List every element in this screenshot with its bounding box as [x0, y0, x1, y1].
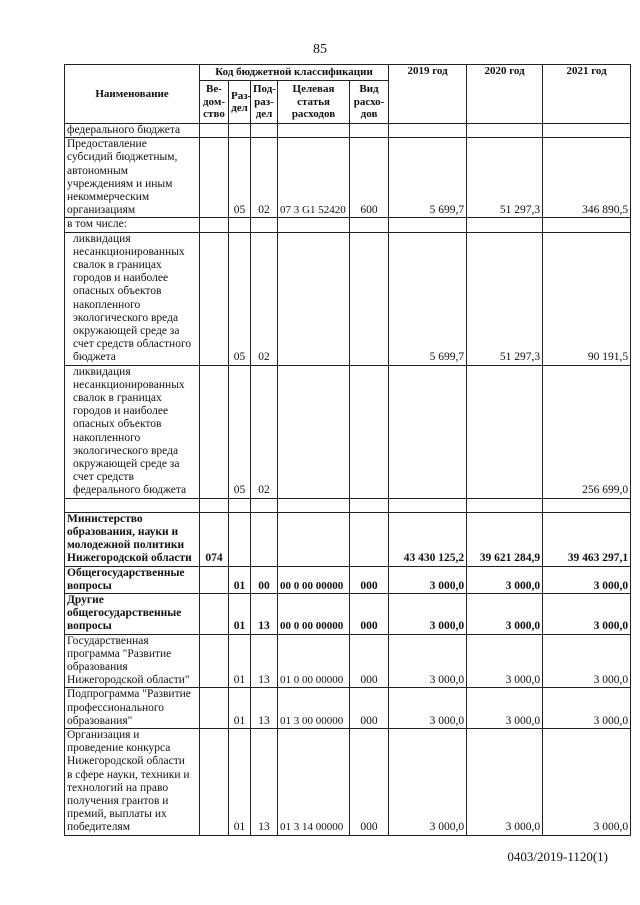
table-cell-2020 — [467, 365, 543, 498]
table-cell-vid-raskhodov: 000 — [350, 688, 389, 729]
document-code: 0403/2019-1120(1) — [507, 849, 608, 864]
table-cell-name: ликвидация несанкционированных свалок в границах городов и наиболее опасных объектов накопленного экологического вреда окружающей среде за счет средств областного бюджета — [65, 232, 200, 365]
table-cell-2019 — [389, 498, 467, 512]
budget-table — [64, 64, 631, 836]
table-cell-vedomstvo — [200, 498, 229, 512]
table-cell-2021 — [543, 498, 631, 512]
table-cell-2019: 5 699,7 — [389, 138, 467, 218]
table-row — [65, 218, 631, 232]
table-row — [65, 728, 631, 835]
header-2019: 2019 год — [389, 65, 467, 124]
table-row — [65, 566, 631, 593]
table-cell-2020 — [467, 124, 543, 138]
table-cell-vedomstvo — [200, 365, 229, 498]
table-cell-podrazdel — [251, 498, 278, 512]
table-cell-2020: 51 297,3 — [467, 232, 543, 365]
table-cell-razdel — [229, 124, 251, 138]
table-cell-2021: 3 000,0 — [543, 728, 631, 835]
table-cell-2020: 3 000,0 — [467, 593, 543, 634]
table-cell-celevaya-statya — [278, 365, 350, 498]
table-cell-name: Другие общегосударственные вопросы — [65, 593, 200, 634]
table-cell-celevaya-statya: 01 0 00 00000 — [278, 634, 350, 688]
table-row — [65, 593, 631, 634]
table-row — [65, 688, 631, 729]
table-cell-2020: 39 621 284,9 — [467, 512, 543, 566]
table-cell-razdel: 05 — [229, 138, 251, 218]
table-cell-razdel: 01 — [229, 566, 251, 593]
table-cell-name: Организация и проведение конкурса Нижегородской области в сфере науки, техники и технологий на право получения грантов и премий, выплаты их победителям — [65, 728, 200, 835]
table-cell-2021: 3 000,0 — [543, 566, 631, 593]
header-classification-code: Код бюджетной классификации — [200, 65, 389, 81]
table-cell-2019: 3 000,0 — [389, 634, 467, 688]
table-cell-podrazdel: 02 — [251, 232, 278, 365]
table-row — [65, 232, 631, 365]
table-cell-podrazdel: 13 — [251, 728, 278, 835]
table-cell-vid-raskhodov — [350, 218, 389, 232]
table-row — [65, 498, 631, 512]
table-cell-vedomstvo — [200, 124, 229, 138]
page-number: 85 — [313, 42, 327, 57]
header-2020: 2020 год — [467, 65, 543, 124]
table-cell-celevaya-statya — [278, 232, 350, 365]
table-cell-2019: 3 000,0 — [389, 688, 467, 729]
table-cell-2020 — [467, 498, 543, 512]
table-cell-vedomstvo — [200, 593, 229, 634]
table-cell-razdel: 01 — [229, 593, 251, 634]
table-cell-2021: 90 191,5 — [543, 232, 631, 365]
table-cell-celevaya-statya — [278, 498, 350, 512]
table-cell-vedomstvo — [200, 566, 229, 593]
table-cell-podrazdel: 13 — [251, 634, 278, 688]
table-cell-vid-raskhodov: 000 — [350, 593, 389, 634]
table-cell-razdel — [229, 498, 251, 512]
table-cell-name: Предоставление субсидий бюджетным, автономным учреждениям и иным некоммерческим организациям — [65, 138, 200, 218]
table-cell-vedomstvo — [200, 138, 229, 218]
table-cell-vid-raskhodov — [350, 512, 389, 566]
table-cell-vid-raskhodov: 600 — [350, 138, 389, 218]
table-cell-celevaya-statya: 01 3 14 00000 — [278, 728, 350, 835]
table-cell-podrazdel: 13 — [251, 688, 278, 729]
table-cell-razdel — [229, 512, 251, 566]
table-cell-razdel: 01 — [229, 634, 251, 688]
table-row — [65, 124, 631, 138]
table-cell-name: ликвидация несанкционированных свалок в границах городов и наиболее опасных объектов накопленного экологического вреда окружающей среде за счет средств федерального бюджета — [65, 365, 200, 498]
table-cell-vedomstvo — [200, 634, 229, 688]
header-razdel: Раз- дел — [229, 81, 251, 124]
table-cell-podrazdel — [251, 124, 278, 138]
table-cell-2019 — [389, 124, 467, 138]
header-vid-raskhodov: Вид расхо- дов — [350, 81, 389, 124]
table-cell-2021: 346 890,5 — [543, 138, 631, 218]
table-cell-2019: 43 430 125,2 — [389, 512, 467, 566]
table-cell-podrazdel — [251, 512, 278, 566]
table-cell-razdel: 01 — [229, 688, 251, 729]
table-cell-celevaya-statya: 00 0 00 00000 — [278, 593, 350, 634]
table-cell-vid-raskhodov — [350, 498, 389, 512]
table-cell-vedomstvo — [200, 728, 229, 835]
table-cell-name: Министерство образования, науки и молодежной политики Нижегородской области — [65, 512, 200, 566]
table-cell-razdel: 01 — [229, 728, 251, 835]
table-cell-vid-raskhodov: 000 — [350, 728, 389, 835]
table-cell-2021 — [543, 124, 631, 138]
table-cell-2019: 5 699,7 — [389, 232, 467, 365]
table-cell-vedomstvo: 074 — [200, 512, 229, 566]
table-cell-razdel: 05 — [229, 365, 251, 498]
table-cell-2020: 3 000,0 — [467, 688, 543, 729]
table-cell-2019: 3 000,0 — [389, 566, 467, 593]
table-cell-2019 — [389, 365, 467, 498]
table-cell-podrazdel: 02 — [251, 138, 278, 218]
table-cell-vedomstvo — [200, 688, 229, 729]
table-row — [65, 512, 631, 566]
table-cell-celevaya-statya: 00 0 00 00000 — [278, 566, 350, 593]
table-cell-razdel — [229, 218, 251, 232]
table-cell-name — [65, 498, 200, 512]
table-cell-vid-raskhodov: 000 — [350, 566, 389, 593]
table-cell-2021: 256 699,0 — [543, 365, 631, 498]
header-podrazdel: Под- раз- дел — [251, 81, 278, 124]
header-celevaya-statya: Целевая статья расходов — [278, 81, 350, 124]
table-cell-2021: 39 463 297,1 — [543, 512, 631, 566]
table-cell-2020: 3 000,0 — [467, 566, 543, 593]
table-cell-name: федерального бюджета — [65, 124, 200, 138]
table-cell-celevaya-statya: 01 3 00 00000 — [278, 688, 350, 729]
header-vedomstvo: Ве- дом- ство — [200, 81, 229, 124]
table-cell-vid-raskhodov — [350, 232, 389, 365]
header-2021: 2021 год — [543, 65, 631, 124]
table-cell-2020 — [467, 218, 543, 232]
table-row — [65, 634, 631, 688]
table-cell-celevaya-statya: 07 3 G1 52420 — [278, 138, 350, 218]
table-row — [65, 365, 631, 498]
table-cell-vid-raskhodov — [350, 365, 389, 498]
table-cell-podrazdel: 00 — [251, 566, 278, 593]
table-cell-podrazdel: 13 — [251, 593, 278, 634]
table-cell-razdel: 05 — [229, 232, 251, 365]
table-cell-2019: 3 000,0 — [389, 593, 467, 634]
table-cell-vid-raskhodov: 000 — [350, 634, 389, 688]
table-cell-name: Государственная программа "Развитие образования Нижегородской области" — [65, 634, 200, 688]
table-cell-celevaya-statya — [278, 512, 350, 566]
table-cell-name: в том числе: — [65, 218, 200, 232]
header-name: Наименование — [65, 65, 200, 124]
table-cell-podrazdel — [251, 218, 278, 232]
table-cell-2021: 3 000,0 — [543, 593, 631, 634]
table-cell-name: Общегосударственные вопросы — [65, 566, 200, 593]
table-cell-2021: 3 000,0 — [543, 688, 631, 729]
table-cell-2019: 3 000,0 — [389, 728, 467, 835]
table-cell-2019 — [389, 218, 467, 232]
table-cell-vid-raskhodov — [350, 124, 389, 138]
table-cell-2021: 3 000,0 — [543, 634, 631, 688]
table-cell-2020: 3 000,0 — [467, 634, 543, 688]
table-cell-celevaya-statya — [278, 124, 350, 138]
table-cell-vedomstvo — [200, 218, 229, 232]
table-cell-2021 — [543, 218, 631, 232]
table-cell-vedomstvo — [200, 232, 229, 365]
table-row — [65, 138, 631, 218]
table-cell-name: Подпрограмма "Развитие профессионального образования" — [65, 688, 200, 729]
table-cell-podrazdel: 02 — [251, 365, 278, 498]
table-cell-celevaya-statya — [278, 218, 350, 232]
table-cell-2020: 51 297,3 — [467, 138, 543, 218]
table-cell-2020: 3 000,0 — [467, 728, 543, 835]
